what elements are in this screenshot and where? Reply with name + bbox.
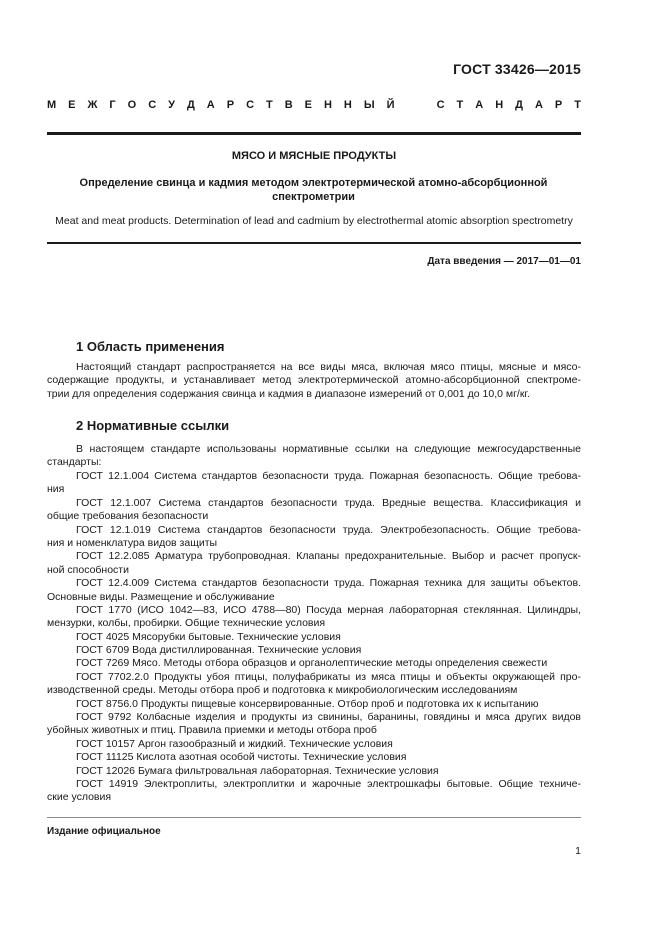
reference-item: [47, 604, 581, 631]
reference-item: [47, 577, 581, 604]
text-line: ГОСТ 7702.2.0 Продукты убоя птицы, полуфабрикаты из мяса птицы и объекты окружающей про-: [76, 670, 581, 683]
text-line: ские условия: [47, 791, 112, 804]
text-line: ГОСТ 12.2.085 Арматура трубопроводная. Клапаны предохранительные. Выбор и расчет пропуск-: [76, 550, 581, 563]
banner-letter: Е: [304, 99, 312, 111]
banner-letter: О: [127, 99, 137, 111]
banner-letter: А: [475, 99, 484, 111]
banner-letter: Е: [68, 99, 76, 111]
introduction-date: Дата введения — 2017—01—01: [427, 256, 581, 267]
reference-item: [47, 497, 581, 524]
text-line: ГОСТ 8756.0 Продукты пищевые консервированные. Отбор проб и подготовка их к испытанию: [76, 697, 539, 710]
section-heading-scope: 1 Область применения: [76, 339, 225, 354]
text-line: ной способности: [47, 563, 129, 576]
banner-letter: Д: [186, 99, 195, 111]
text-line: ГОСТ 4025 Мясорубки бытовые. Технические условия: [76, 630, 341, 643]
reference-item: [47, 550, 581, 577]
official-edition-note: Издание официальное: [47, 826, 161, 837]
reference-item: [47, 671, 581, 698]
banner-letter: Т: [574, 99, 581, 111]
reference-item: [47, 524, 581, 551]
reference-item: [47, 765, 581, 778]
banner-letter: Д: [515, 99, 523, 111]
reference-item: [47, 698, 581, 711]
text-line: ГОСТ 14919 Электроплиты, электроплитки и жарочные электрошкафы бытовые. Общие техниче-: [76, 777, 581, 790]
banner-letter: Н: [495, 99, 504, 111]
text-line: ГОСТ 12.1.004 Система стандартов безопасности труда. Пожарная безопасность. Общие требова-: [76, 470, 581, 482]
text-line: ГОСТ 12.1.019 Система стандартов безопасности труда. Электробезопасность. Общие требова-: [76, 523, 581, 536]
reference-item: [47, 751, 581, 764]
text-line: ГОСТ 12026 Бумага фильтровальная лабораторная. Технические условия: [76, 764, 439, 777]
text-line: ГОСТ 7269 Мясо. Методы отбора образцов и органолептические методы определения свежести: [76, 657, 548, 670]
banner-letter: Г: [109, 99, 116, 111]
text-line: ния: [47, 483, 65, 496]
text-line: трии для определения содержания свинца и кадмия в диапазоне измерений от 0,001 до 10,0 мг/кг.: [47, 387, 530, 400]
text-line: ГОСТ 11125 Кислота азотная особой чистоты. Технические условия: [76, 751, 407, 764]
subtitle-line: спектрометрии: [272, 191, 355, 203]
banner-letter: У: [168, 99, 175, 111]
document-code: ГОСТ 33426—2015: [453, 61, 581, 77]
banner-letter: Н: [323, 99, 332, 111]
english-title: Meat and meat products. Determination of lead and cadmium by electrothermal atomic absorption spectrometry: [55, 215, 573, 227]
text-line: убойных животных и птиц. Правила приемки и методы отбора проб: [47, 724, 377, 737]
banner-letter: М: [47, 99, 57, 111]
reference-item: [47, 644, 581, 657]
reference-item: [47, 738, 581, 751]
text-line: ния и номенклатура видов защиты: [47, 536, 218, 549]
text-line: ГОСТ 6709 Вода дистиллированная. Технические условия: [76, 644, 362, 657]
reference-item: [47, 631, 581, 644]
reference-item: [47, 470, 581, 497]
text-line: изводственной среды. Методы отбора проб и подготовка к микробиологическим исследованиям: [47, 684, 518, 697]
page-number: 1: [575, 845, 581, 857]
banner-letter: Т: [456, 99, 464, 111]
banner-letter: А: [206, 99, 215, 111]
banner-letter: Т: [266, 99, 273, 111]
text-line: ГОСТ 1770 (ИСО 1042—83, ИСО 4788—80) Посуда мерная лабораторная стеклянная. Цилиндры,: [76, 603, 581, 616]
text-line: мензурки, колбы, пробирки. Общие технические условия: [47, 617, 326, 630]
section-heading-normative-references: 2 Нормативные ссылки: [76, 418, 230, 433]
banner-letter: Р: [226, 99, 235, 111]
text-line: стандарты:: [47, 456, 102, 469]
text-line: В настоящем стандарте использованы нормативные ссылки на следующие межгосударственные: [76, 443, 581, 455]
references-intro-paragraph: [47, 443, 581, 470]
text-line: общие требования безопасности: [47, 510, 209, 523]
banner-letter: Ж: [87, 99, 98, 111]
interstate-standard-banner: [47, 99, 581, 111]
text-line: ГОСТ 10157 Аргон газообразный и жидкий. Технические условия: [76, 737, 393, 750]
banner-letter: [407, 99, 410, 111]
text-line: содержащие продукты, и устанавливает метод электротермической атомно-абсорбционной спектроме-: [47, 374, 581, 387]
banner-letter: Ы: [363, 99, 375, 111]
text-line: ГОСТ 9792 Колбасные изделия и продукты из свинины, баранины, говядины и мяса других видов: [76, 711, 581, 724]
reference-item: [47, 657, 581, 670]
text-line: Настоящий стандарт распространяется на все виды мяса, включая мясо птицы, мясные и мясо-: [76, 361, 581, 373]
banner-letter: Н: [343, 99, 352, 111]
footer-rule: [47, 817, 581, 818]
banner-letter: С: [246, 99, 255, 111]
subtitle-line: Определение свинца и кадмия методом электротермической атомно-абсорбционной: [79, 177, 548, 189]
banner-letter: А: [534, 99, 543, 111]
banner-letter: Р: [554, 99, 563, 111]
banner-letter: Й: [386, 99, 395, 111]
reference-list: [47, 470, 581, 805]
title-rule: [47, 242, 581, 244]
banner-letter: С: [436, 99, 445, 111]
scope-paragraph: [47, 361, 581, 401]
reference-item: [47, 711, 581, 738]
reference-item: [47, 778, 581, 805]
banner-letter: В: [284, 99, 293, 111]
banner-letter: [422, 99, 425, 111]
banner-letter: С: [148, 99, 157, 111]
header-rule: [47, 132, 581, 135]
document-title: МЯСО И МЯСНЫЕ ПРОДУКТЫ: [231, 150, 397, 162]
text-line: Основные виды. Размещение и обслуживание: [47, 590, 275, 603]
text-line: ГОСТ 12.1.007 Система стандартов безопасности труда. Вредные вещества. Классификация и: [76, 496, 581, 509]
document-subtitle: [60, 176, 567, 204]
text-line: ГОСТ 12.4.009 Система стандартов безопасности труда. Пожарная техника для защиты объектов.: [76, 577, 581, 590]
